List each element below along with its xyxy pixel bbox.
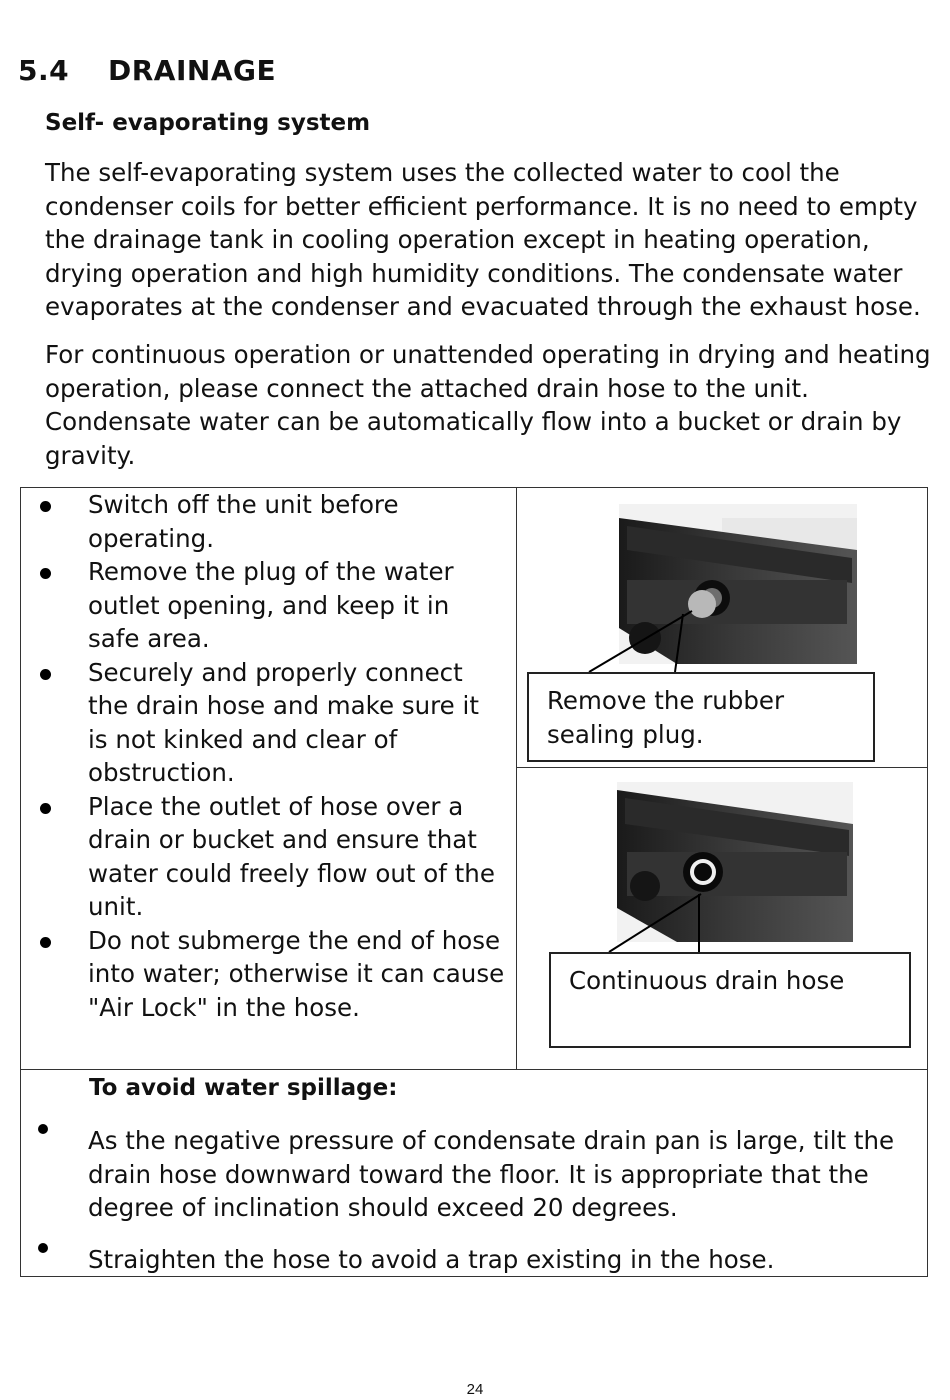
spillage-title: To avoid water spillage:: [89, 1075, 398, 1101]
list-item: [21, 1124, 927, 1225]
subheading: Self- evaporating system: [45, 110, 371, 136]
bullet-icon: [40, 501, 51, 512]
spillage-text: As the negative pressure of condensate drain pan is large, tilt the drain hose downward toward the floor. It is appropriate that the degree of inclination should exceed 20 degrees.: [88, 1126, 895, 1222]
list-item: [21, 488, 516, 555]
paragraph-continuous-operation: For continuous operation or unattended operating in drying and heating operation, please connect the attached drain hose to the unit. Condensate water can be automatically flow into a bucket or drain by gravity.: [45, 340, 931, 470]
section-title: DRAINAGE: [108, 54, 277, 87]
step-text: Remove the plug of the water outlet opening, and keep it in safe area.: [88, 557, 454, 653]
step-text: Place the outlet of hose over a drain or bucket and ensure that water could freely flow out of the unit.: [88, 791, 495, 921]
bullet-icon: [38, 1243, 48, 1253]
list-item: [21, 924, 516, 1025]
step-text: Switch off the unit before operating.: [88, 490, 399, 553]
list-item: [21, 656, 516, 790]
list-item: [21, 1243, 927, 1277]
spillage-text: Straighten the hose to avoid a trap existing in the hose.: [88, 1244, 775, 1274]
bullet-icon: [40, 669, 51, 680]
steps-list: [21, 488, 516, 1024]
bullet-icon: [40, 568, 51, 579]
list-item: [21, 555, 516, 656]
step-text: Do not submerge the end of hose into water; otherwise it can cause "Air Lock" in the hose.: [88, 925, 505, 1022]
paragraph-self-evaporating: The self-evaporating system uses the collected water to cool the condenser coils for better efficient performance. It is no need to empty the drainage tank in cooling operation except in heating operation, drying operation and high humidity conditions. The condensate water evaporates at the condenser and evacuated through the exhaust hose.: [45, 158, 921, 321]
plug-figure-cell: [517, 488, 928, 768]
list-item: [21, 790, 516, 924]
spillage-cell: [21, 1070, 928, 1277]
hose-figure-cell: [517, 768, 928, 1070]
plug-caption: Remove the rubber sealing plug.: [527, 672, 875, 762]
page-number: 24: [466, 1381, 484, 1398]
hose-caption: Continuous drain hose: [549, 952, 911, 1048]
section-number: 5.4: [18, 54, 70, 87]
bullet-icon: [38, 1124, 48, 1134]
bullet-icon: [40, 803, 51, 814]
spillage-list: [21, 1124, 927, 1294]
section-heading: [18, 54, 276, 87]
steps-cell: [21, 488, 517, 1070]
step-text: Securely and properly connect the drain hose and make sure it is not kinked and clear of obstruction.: [88, 657, 479, 787]
drainage-instructions-table: [20, 487, 928, 1277]
bullet-icon: [40, 937, 51, 948]
